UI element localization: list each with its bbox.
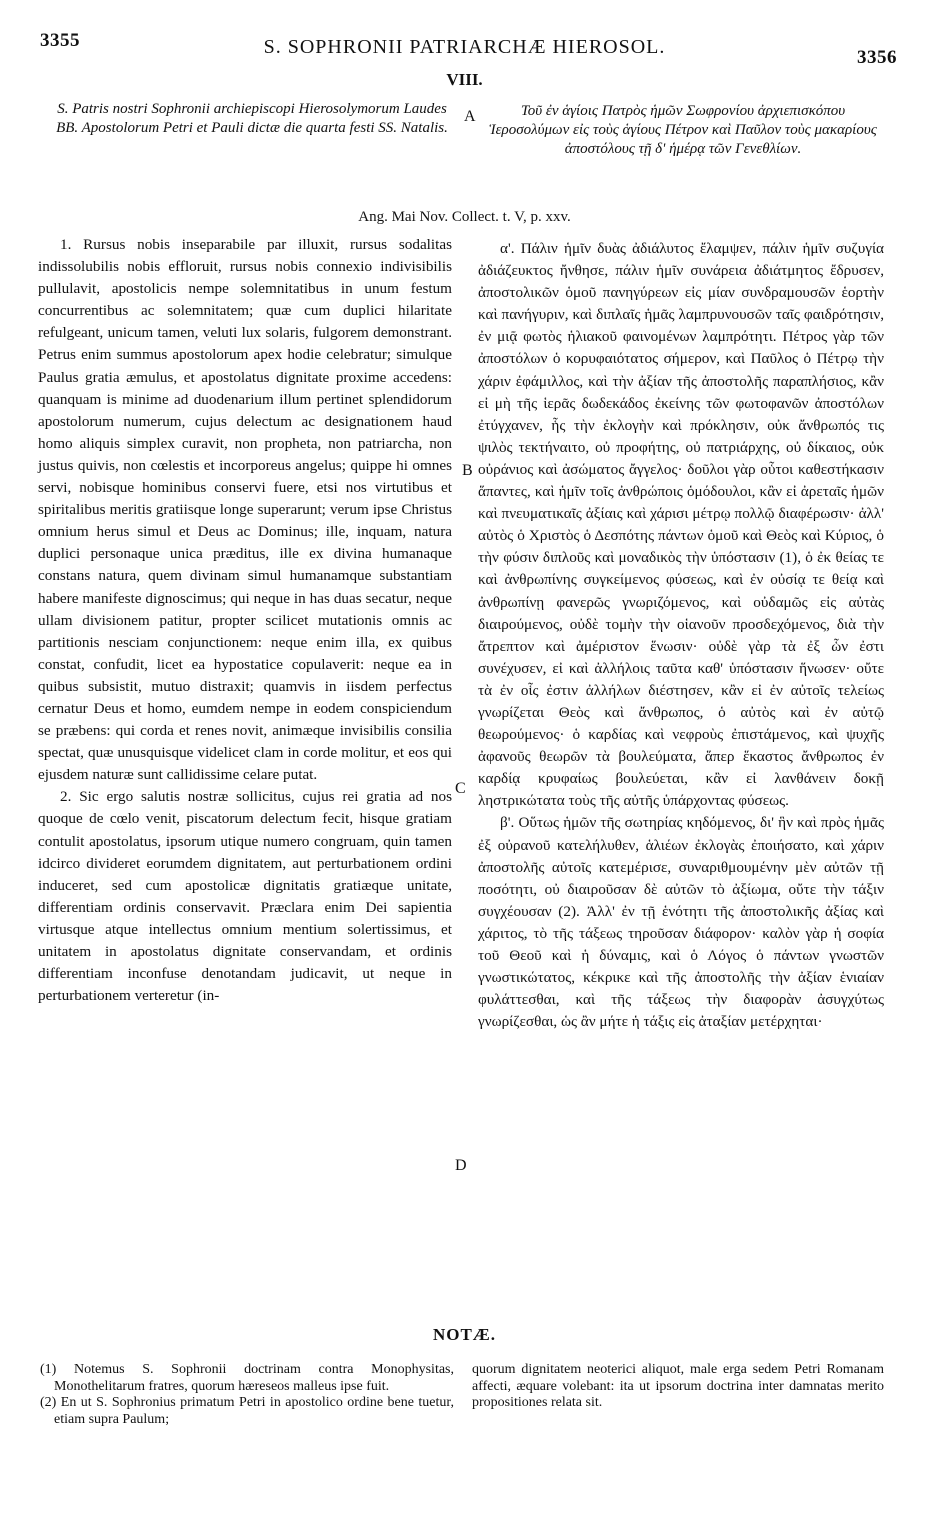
page-number-right: 3356 — [857, 47, 897, 68]
latin-paragraph-2: 2. Sic ergo salutis nostræ sollicitus, cujus rei gratia ad nos quoque de cœlo venit, piscatorum delectum fecit, hisque gratiam contulit apostolatus, ipsorum utique numero congruam, quin tamen idcirco divideret eorumdem dignitatem, aut perturbationem ordini induceret, sed cum apostolicæ dignitatis gratiæque unitate, differentiam ordinis conservavit. Præclara enim Dei sapientia virtusque atque intellectus omnium mentium solertissimus, et unitatem in apostolatus dignitate conservandam, et ordinis differentiam inconfuse denotandam judicavit, ut neque in perturbationem verteretur (in- — [38, 788, 452, 1005]
title-greek: Τοῦ ἐν ἁγίοις Πατρὸς ἡμῶν Σωφρονίου ἀρχιεπισκόπου Ἱεροσολύμων εἰς τοὺς ἁγίους Πέτρον καὶ Παῦλον τοὺς μακαρίους ἀποστόλους τῇ δ' ἡμέρᾳ τῶν Γενεθλίων. — [489, 103, 877, 157]
margin-marker-b: B — [462, 462, 473, 479]
notes-title: NOTÆ. — [432, 1325, 497, 1344]
note-2: (2) En ut S. Sophronius primatum Petri in apostolico ordine bene tuetur, etiam supra Paulum; — [40, 1395, 454, 1427]
margin-marker-d: D — [455, 1157, 467, 1174]
running-head: S. SOPHRONII PATRIARCHÆ HIEROSOL. — [263, 36, 666, 58]
source-citation: Ang. Mai Nov. Collect. t. V, p. xxv. — [358, 209, 571, 225]
title-latin: S. Patris nostri Sophronii archiepiscopi Hierosolymorum Laudes BB. Apostolorum Petri et Pauli dictæ die quarta festi SS. Natalis. — [56, 101, 448, 136]
latin-column — [38, 234, 452, 1007]
notes-right-column — [472, 1362, 884, 1412]
latin-paragraph-1: 1. Rursus nobis inseparabile par illuxit, rursus sodalitas indissolubilis nobis effloruit, rursus nobis connexio indivisibilis pullulavit, apostolicis nempe solemnitatibus in unum festum concurrentibus ac solemnitatem; quæ cum duplici hilaritate refulgeant, unicum tamen, veluti lux solaris, fulgorem demonstrant. Petrus enim summus apostolorum apex hodie celebratur; simulque Paulus gratia æmulus, et apostolatus dignitate proxime accedens: quanquam is minime ad duodenarium illum pertinet splendidorum apostolorum numerum, cujus delectum ac designationem haud homo aliquis simplex curavit, non propheta, non patriarcha, non justus quivis, non cœlestis et incorporeus angelus; quippe hi omnes servi, nobisque hominibus conservi fuere, etsi nos virtutibus et spiritalibus meritis gratiisque longe superarunt; verum ipse Christus omnium herus simul et Deus ac Dominus; ille, inquam, natura duplici personaque unica præditus, ille ex divina humanaque constans natura, quem divinam simul humanamque substantiam habere manifeste dignoscimus; qui neque in has duas secatur, neque ullam divisionem patitur, propter scilicet mutationis omnis ac partitionis nesciam conjunctionem: neque enim illa, ex quibus constat, confudit, licet ea hypostatice copulaverit: neque ea in quibus subsistit, mutuo distraxit; quamvis in iisdem perfectus cernatur Deus et homo, eumdem nempe in eodem conspiciendum se præbens: qui corda et renes novit, animæque invisibilis consilia spectat, quæ unusquisque videlicet clam in corde molitur, et eos qui ejusdem naturæ sunt callidissime celare putat. — [38, 236, 452, 784]
note-1: (1) Notemus S. Sophronii doctrinam contra Monophysitas, Monothelitarum fratres, quorum hæreseos malleus ipse fuit. — [40, 1362, 454, 1394]
margin-marker-a: A — [464, 108, 476, 125]
greek-paragraph-1: α'. Πάλιν ἡμῖν δυὰς ἀδιάλυτος ἔλαμψεν, πάλιν ἡμῖν συζυγία ἀδιάζευκτος ἤνθησε, πάλιν ἡμῖν συνάρεια ἀδιάτμητος ἔδρυσεν, ἀποστολικῶν ὁμοῦ πανηγύρεων εἰς μίαν συνδραμουσῶν ἑορτὴν καὶ πανήγυριν, καὶ διπλαῖς ἡμᾶς λαμπρυνουσῶν ταῖς φαιδρότησιν, ἐν μιᾷ φωτὸς ἡλιακοῦ φαινομένων λαμπρότητι. Πέτρος γὰρ τῶν ἀποστόλων ὁ κορυφαιότατος σήμερον, καὶ Παῦλος ὁ Πέτρῳ τὴν χάριν ἐφάμιλλος, καὶ τὴν ἀξίαν τῆς ἀποστολῆς παραπλήσιος, κἂν εἰ μὴ τῆς ἱερᾶς δωδεκάδος ἐκείνης τῶν φωτοφανῶν ἀποστόλων ἐτύγχανεν, ἧς τὴν ἐκλογὴν καὶ πρόκλησιν, οὐκ ἄνθρωπός τις ψιλὸς τεκτήναιτο, οὐ προφήτης, οὐ πατριάρχης, οὐ δίκαιος, οὐκ οὐράνιος καὶ ἀσώματος ἄγγελος· δοῦλοι γὰρ οὗτοι καθεστήκασιν ἅπαντες, καὶ ἡμῖν τοῖς ἀνθρώποις ὁμόδουλοι, κἂν εἰ ἀρεταῖς ἡμῶν καὶ πνευματικαῖς ἀξίαις καὶ χάρισι μέτρῳ πολλῷ διαφέρωσιν· ἀλλ' αὐτὸς ὁ Χριστὸς ὁ Δεσπότης πάντων ὁμοῦ καὶ Θεὸς καὶ Κύριος, ὁ τὴν φύσιν διπλοῦς καὶ μοναδικὸς τὴν ὑπόστασιν (1), ὁ ἐκ θείας τε καὶ ἀνθρωπίνης συγκείμενος φύσεως, καὶ ἐν οὐσίᾳ τε θείᾳ καὶ ἀνθρωπίνῃ φανερῶς γνωριζόμενος, καὶ οὐδαμῶς εἰς αὐτὰς διαιρούμενος, οὐδὲ τομὴν τὴν οἱανοῦν προσδεχόμενος, διὰ τὴν ἄτρεπτον καὶ ἀμέριστον ἕνωσιν· οὐδὲ γὰρ τὰ ἐξ ὧν ἐστι συνέχυσεν, εἰ καὶ ἀλλήλοις ταῦτα καθ' ὑπόστασιν ἥνωσεν· οὔτε τὰ ἐν οἷς ἐστιν ἀλλήλων διέστησεν, κἂν εἰ ἐν αὐτοῖς τελείως γνωρίζεται Θεὸς καὶ ἄνθρωπος, ὁ αὐτὸς καὶ ἐν αὐτῷ θεωρούμενος· ὁ καρδίας καὶ νεφροὺς ἐπιστάμενος, καὶ ψυχῆς ἀφανοῦς θεωρῶν τὰ βουλεύματα, ἅπερ ἕκαστος ἄνθρωπος ἐν καρδίᾳ κρυφαίως βουλεύεται, κἂν εἰ λανθάνειν δοκῇ ληστρικώτατα τοὺς τῆς αὐτῆς ὑπάρχοντας φύσεως. — [478, 240, 884, 810]
notes-left-column — [40, 1362, 454, 1428]
section-number: VIII. — [446, 70, 483, 89]
margin-marker-c: C — [455, 780, 466, 797]
greek-paragraph-2: β'. Οὕτως ἡμῶν τῆς σωτηρίας κηδόμενος, δι' ἣν καὶ πρὸς ἡμᾶς ἐξ οὐρανοῦ κατελήλυθεν, ἁλιέων ἐκλογὰς ἐποιήσατο, καὶ χάριν ἀποστολῆς αὐτοῖς κατεμέρισε, συναριθμουμένην μὲν αὐτῶν τῇ ποσότητι, οὐ διαιροῦσαν δὲ αὐτῶν τὸ ἀξίωμα, οὔτε τὴν τάξιν συγχέουσαν (2). Ἀλλ' ἐν τῇ ἑνότητι τῆς ἀποστολικῆς ἀξίας καὶ χάριτος, τὸ τῆς τάξεως τηροῦσαν διάφορον· καλὸν γὰρ ἡ σοφία τοῦ Θεοῦ καὶ ἡ δύναμις, καὶ ὁ Λόγος ὁ πάντων γνωστῶν γνωστικώτατος, κέκρικε καὶ τῆς ἀποστολῆς τὴν ἀξίαν ἑνιαίαν φυλάττεσθαι, καὶ τῆς τάξεως τὴν διαφορὰν ἀσυγχύτως γνωρίζεσθαι, ὡς ἂν μήτε ἡ τάξις εἰς ἀταξίαν μετέρχηται· — [478, 814, 884, 1031]
page-number-left: 3355 — [40, 30, 80, 51]
greek-column — [478, 238, 884, 1033]
note-2-continued: quorum dignitatem neoterici aliquot, male erga sedem Petri Romanam affecti, æquare volebant: ita ut ipsorum doctrina inter damnatas merito propositiones relata sit. — [472, 1362, 884, 1410]
